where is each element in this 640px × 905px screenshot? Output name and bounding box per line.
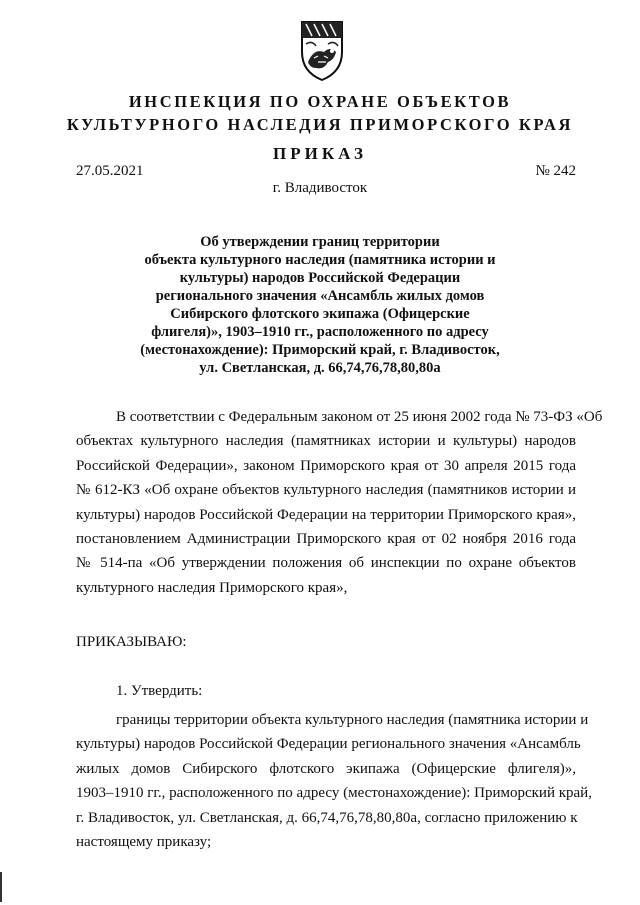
- text-line: г. Владивосток, ул. Светланская, д. 66,74,76,78,80,80а, согласно приложению к: [76, 809, 578, 826]
- text-line: культуры) народов Российской Федерации на территории Приморского края»,: [76, 506, 576, 523]
- organization-name-line2: КУЛЬТУРНОГО НАСЛЕДИЯ ПРИМОРСКОГО КРАЯ: [66, 115, 574, 134]
- text-line: объектах культурного наследия (памятниках истории и культуры) народов: [76, 433, 576, 450]
- order-date: 27.05.2021: [76, 163, 144, 179]
- scan-edge-mark: [0, 872, 2, 902]
- subject-line: Об утверждении границ территории: [200, 234, 440, 250]
- text-line: культуры) народов Российской Федерации регионального значения «Ансамбль: [76, 736, 581, 753]
- text-line: Российской Федерации», законом Приморского края от 30 апреля 2015 года: [76, 457, 576, 474]
- subject-line: объекта культурного наследия (памятника истории и: [144, 252, 496, 268]
- text-line: границы территории объекта культурного наследия (памятника истории и: [116, 712, 589, 728]
- text-line: 1903–1910 гг., расположенного по адресу (местонахождение): Приморский край,: [76, 785, 592, 802]
- subject-line: флигеля)», 1903–1910 гг., расположенного по адресу: [151, 324, 489, 340]
- subject-line: ул. Светланская, д. 66,74,76,78,80,80а: [199, 360, 441, 376]
- item-1-paragraph: [76, 708, 592, 854]
- text-line: № 612-КЗ «Об охране объектов культурного наследия (памятников истории и: [76, 482, 576, 499]
- text-line: № 514-па «Об утверждении положения об инспекции по охране объектов: [76, 555, 576, 572]
- order-city: г. Владивосток: [272, 180, 368, 196]
- text-line: постановлением Администрации Приморского края от 02 ноября 2016 года: [76, 531, 576, 548]
- order-subject: [110, 233, 530, 377]
- subject-line: регионального значения «Ансамбль жилых домов: [155, 288, 485, 304]
- order-directive: ПРИКАЗЫВАЮ:: [76, 634, 187, 650]
- subject-line: Сибирского флотского экипажа (Офицерские: [170, 306, 470, 322]
- text-line: культурного наследия Приморского края»,: [76, 579, 348, 596]
- document-type-title: ПРИКАЗ: [273, 144, 367, 163]
- text-line: жилых домов Сибирского флотского экипажа (Офицерские флигеля)»,: [76, 760, 576, 777]
- preamble-paragraph: [76, 405, 603, 600]
- text-line: настоящему приказу;: [76, 834, 212, 851]
- text-line: В соответствии с Федеральным законом от 25 июня 2002 года № 73-ФЗ «Об: [116, 409, 603, 425]
- subject-line: (местонахождение): Приморский край, г. Владивосток,: [140, 342, 500, 358]
- coat-of-arms-icon: [294, 18, 350, 82]
- subject-line: культуры) народов Российской Федерации: [179, 270, 461, 286]
- order-number: № 242: [535, 163, 576, 179]
- item-1-heading: 1. Утвердить:: [116, 683, 203, 699]
- organization-name-line1: ИНСПЕКЦИЯ ПО ОХРАНЕ ОБЪЕКТОВ: [128, 92, 512, 111]
